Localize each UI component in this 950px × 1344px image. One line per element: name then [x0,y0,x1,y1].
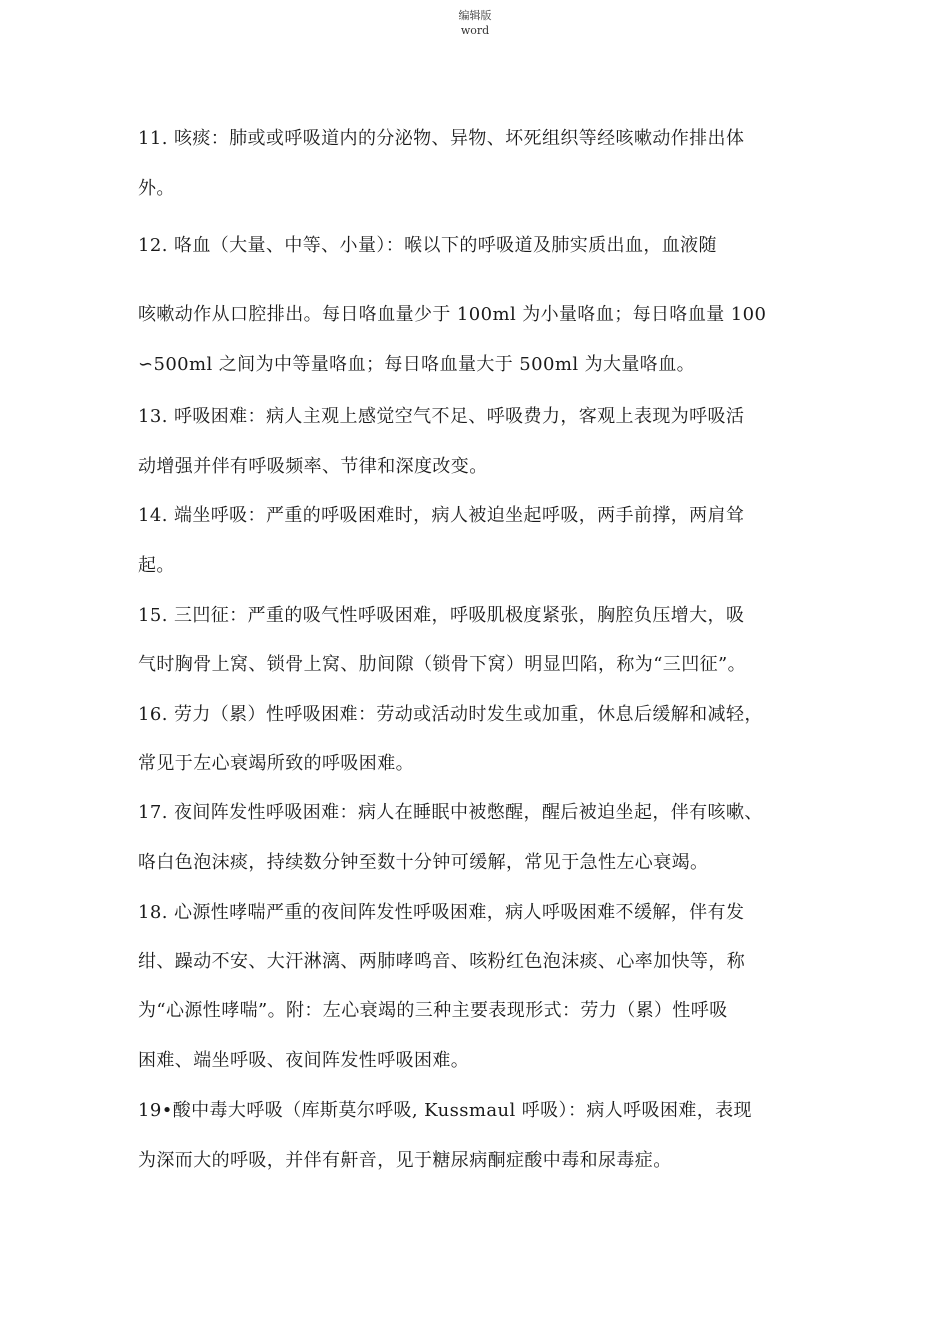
text-line: 17. 夜间阵发性呼吸困难：病人在睡眠中被憋醒，醒后被迫坐起，伴有咳嗽、 [138,802,763,823]
header-title: 编辑版 [458,9,492,22]
page-header [0,8,950,38]
text-line: 绀、躁动不安、大汗淋漓、两肺哮鸣音、咳粉红色泡沫痰、心率加快等，称 [138,951,746,972]
text-line: 困难、端坐呼吸、夜间阵发性呼吸困难。 [138,1050,470,1071]
text-line: 11. 咳痰：肺或或呼吸道内的分泌物、异物、坏死组织等经咳嗽动作排出体 [138,128,745,149]
text-line: 13. 呼吸困难：病人主观上感觉空气不足、呼吸费力，客观上表现为呼吸活 [138,406,745,427]
text-line: 气时胸骨上窝、锁骨上窝、肋间隙（锁骨下窝）明显凹陷，称为“三凹征”。 [138,654,747,675]
text-line: 14. 端坐呼吸：严重的呼吸困难时，病人被迫坐起呼吸，两手前撑，两肩耸 [138,505,745,526]
text-line: 为“心源性哮喘”。附：左心衰竭的三种主要表现形式：劳力（累）性呼吸 [138,1000,728,1021]
text-line: 常见于左心衰竭所致的呼吸困难。 [138,753,414,774]
text-line: 起。 [138,555,175,576]
text-line: 外。 [138,178,175,199]
text-line: ∽500ml 之间为中等量咯血；每日咯血量大于 500ml 为大量咯血。 [138,354,696,375]
text-line: 18. 心源性哮喘严重的夜间阵发性呼吸困难，病人呼吸困难不缓解，伴有发 [138,902,745,923]
header-subtitle: word [460,24,490,37]
text-line: 19•酸中毒大呼吸（库斯莫尔呼吸, Kussmaul 呼吸）：病人呼吸困难，表现 [138,1100,752,1121]
text-line: 15. 三凹征：严重的吸气性呼吸困难，呼吸肌极度紧张，胸腔负压增大，吸 [138,605,745,626]
text-line: 为深而大的呼吸，并伴有鼾音，见于糖尿病酮症酸中毒和尿毒症。 [138,1150,672,1171]
text-line: 动增强并伴有呼吸频率、节律和深度改变。 [138,456,488,477]
text-line: 咳嗽动作从口腔排出。每日咯血量少于 100ml 为小量咯血；每日咯血量 100 [138,304,767,325]
text-line: 12. 咯血（大量、中等、小量）：喉以下的呼吸道及肺实质出血，血液随 [138,235,717,256]
text-line: 16. 劳力（累）性呼吸困难：劳动或活动时发生或加重，休息后缓解和减轻， [138,704,763,725]
text-line: 咯白色泡沫痰，持续数分钟至数十分钟可缓解，常见于急性左心衰竭。 [138,852,709,873]
